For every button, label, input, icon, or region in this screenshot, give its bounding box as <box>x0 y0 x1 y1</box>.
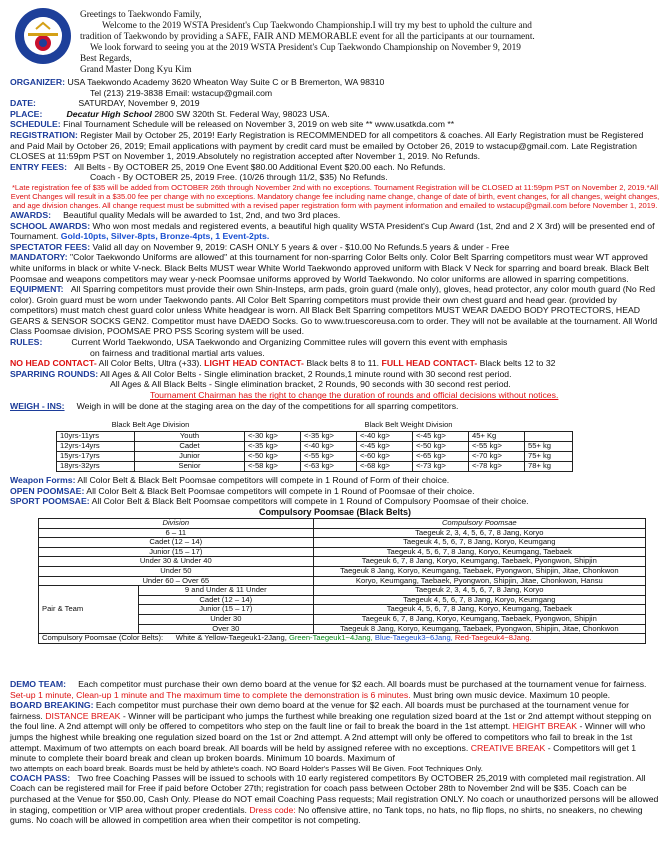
entry-fees-line2: Coach - By OCTOBER 25, 2019 Free. (10/26 through 11/2, $35) No Refunds. <box>90 172 388 183</box>
registration-label: REGISTRATION: <box>10 129 78 140</box>
compulsory-poomsae-table <box>38 518 646 644</box>
weight-table-weight-header: Black Belt Weight Division <box>364 420 453 430</box>
weight-class: <-70 kg> <box>469 451 525 461</box>
events-section <box>10 679 660 826</box>
poomsae-list: Taegeuk 2, 3, 4, 5, 6, 7, 8 Jang, Koryo <box>313 586 645 596</box>
poomsae-division: Junior (15 – 17) <box>39 547 314 557</box>
sparring-rounds-note: Tournament Chairman has the right to change the duration of rounds and official decisions without notices. <box>150 390 559 401</box>
poomsae-division: Junior (15 – 17) <box>139 605 314 615</box>
age-range: 12yrs-14yrs <box>57 441 135 451</box>
poomsae-list: Taegeuk 2, 3, 4, 5, 6, 7, 8 Jang, Koryo <box>313 528 645 538</box>
board-breaking-label: BOARD BREAKING: <box>10 700 94 711</box>
full-head-contact-text: Black belts 12 to 32 <box>479 358 556 369</box>
greeting-signer: Grand Master Dong Kyu Kim <box>80 64 192 75</box>
poomsae-list: Taegeuk 4, 5, 6, 7, 8 Jang, Koryo, Keumgang <box>313 538 645 548</box>
mandatory-label: MANDATORY: <box>10 252 68 263</box>
poomsae-list: Taegeuk 8 Jang, Koryo, Keumgang, Taebaek, Pyongwon, Shipjin, Jitae, Chonkwon <box>313 566 645 576</box>
weight-class: <-40 kg> <box>301 441 357 451</box>
school-awards-text: Who won most medals and registered events, a beautiful high quality WSTA President's Cup Award (1st, 2nd and 2 X 3rd) will be presented end of Tournament. <box>10 220 655 242</box>
equipment-text: All Sparring competitors must provide their own Shin-Insteps, arm pads, groin guard (male only), gloves, head protector, any color mouth guard (No Red color). Groin guard must be worn under Taekwondo pants. All Color Belt Sparring competitors must provide their own chest guard and head gear. (provided by competitors) must match chest guard color unless White headgear is worn. All Black Belt Sparring competitors MUST WEAR DAEDO BODY PROTECTORS, HEAD GEARS & SENSOR SOCKS GEN2. Competitor must have DAEDO Socks. Go to www.truescoreusa.com to order. They will not be available at the tournament. All World Class Poomsae division, POOMSAE PRO PSS Scoring system will be used. <box>10 284 658 337</box>
poomsae-division: Over 30 <box>139 624 314 634</box>
sport-poomsae-value: All Color Belt & Black Belt Poomsae competitors will compete in 1 Round of Compulsory Poomsae of their choice. <box>91 496 529 507</box>
late-fee-notice: *Late registration fee of $35 will be added from OCTOBER 26th through November 2nd with no exceptions. Tournament Registration will be CLOSED at 11:59pm PST on November 2, 2019.*All Event Changes will result in a $35.00 fee per change with no exceptions. Mandatory change fee including name change, change of date of birth, event changes, for all changes, weight changes, and age division changes. All change request must be submitted with a revised paper registration form with payment information and emailed to wstacup@gmail.com before November 1, 2019. <box>10 182 660 210</box>
weigh-ins-value: Weigh in will be done at the staging area on the day of the competitions for all sparring competitors. <box>76 400 459 411</box>
organizer-line2: Tel (213) 219-3838 Email: wstacup@gmail.com <box>90 87 273 98</box>
greeting-p1a: Welcome to the 2019 WSTA President's Cup Taekwondo Championship.I will try my best to uphold the culture and <box>102 20 532 31</box>
table-row <box>39 566 646 576</box>
entry-fees-line1: All Belts - By OCTOBER 25, 2019 One Event $80.00 Additional Event $20.00 each. No Refunds. <box>74 161 446 172</box>
sparring-rounds-line2: All Ages & All Black Belts - Single elimination bracket, 2 Rounds, 90 seconds with 30 second rest period. <box>110 379 511 390</box>
dress-code-label: Dress code: <box>249 804 296 815</box>
weapon-forms-label: Weapon Forms: <box>10 475 76 485</box>
age-division: Cadet <box>135 441 245 451</box>
weight-class: <-35 kg> <box>301 431 357 441</box>
demo-team-text: Each competitor must purchase their own demo board at the venue for $2 each. All boards must be purchased at the tournament venue for fairness. <box>78 679 647 689</box>
weight-class: 78+ kg <box>525 461 573 471</box>
place-address: 2800 SW 320th St. Federal Way, 98023 USA. <box>154 108 330 119</box>
color-blue: Blue-Taegeuk3~6Jang, <box>374 633 453 643</box>
weight-class: <-78 kg> <box>469 461 525 471</box>
demo-team-time: Set-up 1 minute, Clean-up 1 minute and The maximum time to complete the demonstration is 6 minutes. <box>10 689 411 700</box>
weight-class: <-73 kg> <box>413 461 469 471</box>
height-break-label: HEIGHT BREAK <box>512 721 578 732</box>
poomsae-list: Taegeuk 6, 7, 8 Jang, Koryo, Keumgang, Taebaek, Pyongwon, Shipjin <box>313 557 645 567</box>
date-value: SATURDAY, November 9, 2019 <box>78 98 200 109</box>
poomsae-division: Cadet (12 – 14) <box>139 595 314 605</box>
table-row <box>57 461 573 471</box>
age-range: 18yrs-32yrs <box>57 461 135 471</box>
poomsae-division: 6 – 11 <box>39 528 314 538</box>
light-head-contact-label: LIGHT HEAD CONTACT- <box>204 358 304 369</box>
demo-team-tail: Must bring own music device. Maximum 10 people. <box>413 689 611 700</box>
poomsae-col-poomsae: Compulsory Poomsae <box>441 518 517 527</box>
sparring-rounds-line1: All Ages & All Color Belts - Single elimination bracket, 2 Rounds,1 minute round with 30 second rest period. <box>100 368 512 379</box>
poomsae-list: Koryo, Keumgang, Taebaek, Pyongwon, Shipjin, Jitae, Chonkwon, Hansu <box>313 576 645 586</box>
poomsae-table-title: Compulsory Poomsae (Black Belts) <box>258 506 412 517</box>
table-row <box>39 586 646 596</box>
open-poomsae-value: All Color Belt & Black Belt Poomsae competitors will compete in 1 Round of Poomsae of their choice. <box>86 485 475 496</box>
poomsae-list: Taegeuk 4, 5, 6, 7, 8 Jang, Koryo, Keumgang, Taebaek <box>313 605 645 615</box>
board-breaking-t4: - Competitors will get 1 minute to complete their board break and clean up broken boards. Minimum 10 boards. Maximum of <box>10 742 637 764</box>
table-row <box>57 451 573 461</box>
entry-fees-label: ENTRY FEES: <box>10 161 67 172</box>
equipment-label: EQUIPMENT: <box>10 284 64 295</box>
color-green: Green-Taegeuk1~4Jang, <box>288 633 373 643</box>
sport-poomsae-label: SPORT POOMSAE: <box>10 496 90 507</box>
place-venue: Decatur High School <box>66 108 152 119</box>
table-row <box>57 431 573 441</box>
organizer-label: ORGANIZER: <box>10 77 66 87</box>
weight-class: <-63 kg> <box>301 461 357 471</box>
weight-class: <-55 kg> <box>301 451 357 461</box>
poomsae-col-division: Division <box>162 518 190 527</box>
organizer-line1: USA Taekwondo Academy 3620 Wheaton Way Suite C or B Bremerton, WA 98310 <box>67 77 385 87</box>
weight-class: <-65 kg> <box>413 451 469 461</box>
distance-break-label: DISTANCE BREAK <box>45 710 121 721</box>
table-row <box>57 441 573 451</box>
registration-text: Register Mail by October 25, 2019! Early Registration is RECOMMENDED for all competitors & coaches. All Early Registration must be Registered and Paid Mail by October 26, 2019; Email applications with payment by credit card must be emailed by October 26, 2019 to wstacup@gmail.com. Late Registration CLOSES at 11:59pm PST on November 1, 2019.Absolutely no registration accepted after November 1, 2019. No Refunds. <box>10 129 644 162</box>
age-division: Youth <box>135 431 245 441</box>
poomsae-division: Under 30 <box>139 614 314 624</box>
table-row <box>39 576 646 586</box>
schedule-label: SCHEDULE: <box>10 119 61 130</box>
poomsae-division: 9 and Under & 11 Under <box>139 586 314 596</box>
weight-class <box>525 431 573 441</box>
weight-table-age-header: Black Belt Age Division <box>111 420 190 430</box>
school-awards-label: SCHOOL AWARDS: <box>10 220 91 231</box>
poomsae-list: Taegeuk 4, 5, 6, 7, 8 Jang, Koryo, Keumgang <box>313 595 645 605</box>
info-section <box>10 77 660 411</box>
age-division: Junior <box>135 451 245 461</box>
place-label: PLACE: <box>10 108 43 119</box>
table-row <box>39 538 646 548</box>
weight-class: 55+ kg <box>525 441 573 451</box>
greeting-salutation: Greetings to Taekwondo Family, <box>80 10 202 20</box>
weight-division-table <box>56 421 573 472</box>
board-breaking-t2: - Winner will be participant who jumps the furthest while breaking one regulation sized board at the 1st or 2nd attempt without stepping on the foul line. A 2nd attempt will only be offered to competitors who step on the fault line or fail to break the board in the 1st attempt. <box>10 710 652 732</box>
board-breaking-t5: two attempts on each board break. Boards must be held by athlete's coach. NO Board Holder's Passes Will Be Given. Foot Techniques Only. <box>10 763 483 773</box>
full-head-contact-label: FULL HEAD CONTACT- <box>381 358 478 369</box>
rules-label: RULES: <box>10 337 43 348</box>
weigh-ins-label: WEIGH - INS: <box>10 400 65 411</box>
greeting-p2: We look forward to seeing you at the 2019 WSTA President's Cup Taekwondo Championship on November 9, 2019 <box>90 42 521 53</box>
weight-class: <-55 kg> <box>469 441 525 451</box>
poomsae-list: Taegeuk 4, 5, 6, 7, 8 Jang, Koryo, Keumgang, Taebaek <box>313 547 645 557</box>
weight-class: <-45 kg> <box>413 431 469 441</box>
color-white-yellow: White & Yellow-Taegeuk1-2Jang, <box>175 633 287 643</box>
age-range: 15yrs-17yrs <box>57 451 135 461</box>
weight-class: <-45 kg> <box>357 441 413 451</box>
board-breaking-t1: Each competitor must purchase their own demo board at the venue for $2 each. All boards must be purchased at the tournament venue for fairness. <box>10 700 630 721</box>
weapon-forms-value: All Color Belt & Black Belt Poomsae competitors will compete in 1 Round of Form of their choice. <box>77 475 450 485</box>
wsta-logo <box>14 7 72 65</box>
spectator-fees-label: SPECTATOR FEES: <box>10 241 91 252</box>
color-belt-poomsae-label: Compulsory Poomsae (Color Belts): <box>42 633 164 643</box>
schedule-value: Final Tournament Schedule will be released on November 3, 2019 on web site ** www.usatkda.com ** <box>63 119 455 130</box>
no-head-contact-label: NO HEAD CONTACT- <box>10 358 97 369</box>
weight-class: <-35 kg> <box>245 441 301 451</box>
rules-line2: on fairness and traditional martial arts values. <box>90 347 265 358</box>
awards-value: Beautiful quality Medals will be awarded to 1st, 2nd, and two 3rd places. <box>63 209 341 220</box>
greeting-letter <box>80 10 660 75</box>
poomsae-section <box>10 475 660 517</box>
greeting-p1b: tradition of Taekwondo by providing a SAFE, FAIR AND MEMORABLE event for all the participants at our tournament. <box>80 31 535 42</box>
weight-class: <-50 kg> <box>413 441 469 451</box>
weight-class: 75+ kg <box>525 451 573 461</box>
weight-class: <-50 kg> <box>245 451 301 461</box>
demo-team-label: DEMO TEAM: <box>10 679 66 689</box>
weight-class: <-30 kg> <box>245 431 301 441</box>
weight-class: 45+ Kg <box>469 431 525 441</box>
poomsae-division: Under 30 & Under 40 <box>39 557 314 567</box>
rules-line1: Current World Taekwondo, USA Taekwondo and Organizing Committee rules will govern this event with emphasis <box>71 337 508 348</box>
no-head-contact-text: All Color Belts, Ultra (+33). <box>98 358 202 369</box>
coach-pass-label: COACH PASS: <box>10 772 71 783</box>
board-breaking-t3: - Winner will who jumps the highest while breaking one regulation sized board on the 1st or 2nd attempt. A 2nd attempt will only be offered to competitors who fail to break in the 1st attempt. Maximum of two attempts on each board break. All boards will be held by assigned referee with no exceptions. <box>10 721 646 753</box>
weight-class: <-60 kg> <box>357 451 413 461</box>
coach-pass-t2: No offensive attire, no Tank tops, no hats, no flip flops, no shirts, no sneakers, no chewing gums. No coach will be allowed in competition area when their competitor is not competing. <box>10 804 643 826</box>
spectator-fees-value: Valid all day on November 9, 2019: CASH ONLY 5 years & over - $10.00 No Refunds.5 years & under - Free <box>92 241 510 252</box>
poomsae-division: Cadet (12 – 14) <box>39 538 314 548</box>
sparring-rounds-label: SPARRING ROUNDS: <box>10 368 99 379</box>
open-poomsae-label: OPEN POOMSAE: <box>10 485 85 496</box>
awards-label: AWARDS: <box>10 209 52 220</box>
pair-team-label: Pair & Team <box>39 586 139 634</box>
table-row <box>39 634 646 644</box>
coach-pass-t1: Two free Coaching Passes will be issued to schools with 10 early registered competitors By OCTOBER 25,2019 with completed mail registration. All Coach can be registered mail for Free if paid before October 27th; registration for coach pass between October 28th to November 2nd will be $35. Coach can be purchased at the Venue for $50.00, Cash Only. Please do NOT email Coaching Pass requests; Mail registration ONLY. No coach or unauthorized persons will be allowed in staging, competition or VIP area without proper credentials. <box>10 772 659 815</box>
age-division: Senior <box>135 461 245 471</box>
poomsae-division: Under 50 <box>39 566 314 576</box>
mandatory-text: "Color Taekwondo Uniforms are allowed" at this tournament for non-sparring Color Belts only. Color Belt Sparring competitors must wear WT approved white uniforms in black or white V-neck. Black Belts MUST wear White World Taekwondo approved uniform with Black V Neck for sparring and board break. Black Belt Poomsae and weapons competitors may wear y-neck Poomsae uniforms approved by World Taekwondo. No color uniforms are allowed in sparring competitions. <box>10 252 649 284</box>
poomsae-list: Taegeuk 6, 7, 8 Jang, Koryo, Keumgang, Taebaek, Pyongwon, Shipjin <box>313 614 645 624</box>
weight-class: <-40 kg> <box>357 431 413 441</box>
weight-class: <-68 kg> <box>357 461 413 471</box>
poomsae-list: Taegeuk 8 Jang, Koryo, Keumgang, Taebaek, Pyongwon, Shipjin, Jitae, Chonkwon <box>313 624 645 634</box>
age-range: 10yrs-11yrs <box>57 431 135 441</box>
creative-break-label: CREATIVE BREAK <box>470 742 546 753</box>
greeting-regards: Best Regards, <box>80 53 132 64</box>
date-label: DATE: <box>10 98 36 109</box>
light-head-contact-text: Black belts 8 to 11. <box>306 358 380 369</box>
color-red: Red-Taegeuk4~8Jang. <box>454 633 532 643</box>
school-awards-points: Gold-10pts, Silver-8pts, Bronze-4pts, 1 Event-2pts. <box>60 231 270 242</box>
weight-class: <-58 kg> <box>245 461 301 471</box>
poomsae-division: Under 60 – Over 65 <box>39 576 314 586</box>
